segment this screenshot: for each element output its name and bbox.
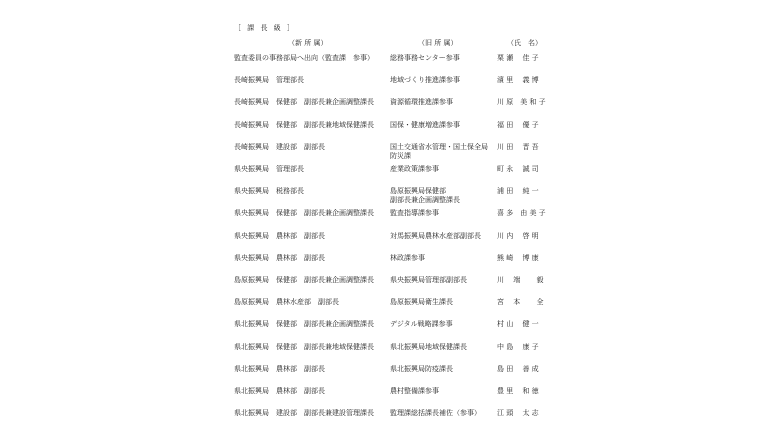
person-name: 島 田 善 成 [497, 364, 539, 373]
new-affiliation: 県北振興局 建設部 副部長兼建設管理課長 [234, 409, 374, 418]
new-affiliation: 長崎振興局 建設部 副部長 [234, 142, 325, 151]
new-affiliation: 県央振興局 税務部長 [234, 187, 304, 196]
old-affiliation: 監査指導課参事 [390, 209, 439, 218]
old-affiliation: 国保・健康増進課参事 [390, 120, 460, 129]
new-affiliation: 県央振興局 農林部 副部長 [234, 253, 325, 262]
new-affiliation: 県央振興局 保健部 副部長兼企画調整課長 [234, 209, 374, 218]
old-affiliation: 県北振興局地域保健課長 [390, 342, 467, 351]
new-affiliation: 島原振興局 保健部 副部長兼企画調整課長 [234, 276, 374, 284]
person-name: 中 島 康 子 [497, 342, 539, 351]
old-affiliation: 県央振興局管理部副部長 [390, 276, 467, 284]
list-item [0, 276, 780, 298]
person-name: 江 頭 太 志 [497, 409, 539, 418]
person-name: 熊 崎 博 康 [497, 253, 539, 262]
old-affiliation: 国土交通省水管理・国土保全局 防災課 [390, 142, 488, 160]
person-name: 豊 里 和 徳 [497, 387, 539, 395]
new-affiliation: 県北振興局 保健部 副部長兼地域保健課長 [234, 342, 374, 351]
person-name: 村 山 健 一 [497, 320, 539, 329]
old-affiliation: 林政課参事 [390, 253, 425, 262]
old-affiliation: 地域づくり推進課参事 [390, 76, 460, 85]
list-item [0, 187, 780, 209]
new-affiliation: 長崎振興局 管理部長 [234, 76, 304, 85]
person-name: 福 田 優 子 [497, 120, 539, 129]
new-affiliation: 県北振興局 農林部 副部長 [234, 364, 325, 373]
new-affiliation: 県北振興局 保健部 副部長兼企画調整課長 [234, 320, 374, 329]
old-affiliation: 産業政策課参事 [390, 165, 439, 173]
person-name: 川 原 美 和 子 [497, 98, 546, 107]
old-affiliation: 資源循環推進課参事 [390, 98, 453, 107]
person-name: 濱 里 義 博 [497, 76, 539, 85]
list-item [0, 409, 780, 431]
old-affiliation: 島原振興局衛生課長 [390, 298, 453, 307]
person-name: 栗 瀬 佳 子 [497, 54, 539, 62]
old-affiliation: デジタル戦略課参事 [390, 320, 453, 329]
person-name: 町 永 誠 司 [497, 165, 539, 173]
list-item [0, 232, 780, 254]
list-item [0, 254, 780, 276]
list-item [0, 98, 780, 120]
list-item [0, 365, 780, 387]
section-title: ［ 課 長 級 ］ [234, 24, 296, 32]
new-affiliation: 県央振興局 管理部長 [234, 165, 304, 173]
header-old-affiliation: （旧 所 属） [418, 39, 458, 47]
person-name: 浦 田 純 一 [497, 187, 539, 196]
old-affiliation: 県北振興局防疫課長 [390, 364, 453, 373]
new-affiliation: 長崎振興局 保健部 副部長兼地域保健課長 [234, 120, 374, 129]
person-name: 喜 多 由 美 子 [497, 209, 546, 218]
new-affiliation: 県北振興局 農林部 副部長 [234, 387, 325, 395]
list-item [0, 143, 780, 165]
old-affiliation: 対馬振興局農林水産部副部長 [390, 231, 481, 240]
list-item [0, 209, 780, 231]
person-name: 宮 本 全 [497, 298, 544, 307]
list-item [0, 121, 780, 143]
list-item [0, 387, 780, 409]
person-name: 川 内 啓 明 [497, 231, 539, 240]
list-item [0, 298, 780, 320]
list-item [0, 165, 780, 187]
new-affiliation: 長崎振興局 保健部 副部長兼企画調整課長 [234, 98, 374, 107]
header-name: （氏 名） [507, 39, 542, 47]
old-affiliation: 監理課総括課長補佐（参事） [390, 409, 481, 418]
old-affiliation: 総務事務センター参事 [390, 54, 460, 62]
list-item [0, 320, 780, 342]
old-affiliation: 農村整備課参事 [390, 387, 439, 395]
old-affiliation: 島原振興局保健部 副部長兼企画調整課長 [390, 187, 460, 205]
new-affiliation: 監査委員の事務部局へ出向（監査課 参事） [234, 54, 374, 62]
list-item [0, 76, 780, 98]
list-item [0, 343, 780, 365]
person-name: 川 田 晋 吾 [497, 142, 539, 151]
list-item [0, 54, 780, 76]
header-new-affiliation: （新 所 属） [288, 39, 328, 47]
new-affiliation: 島原振興局 農林水産部 副部長 [234, 298, 339, 307]
person-name: 川 端 毅 [497, 276, 544, 284]
new-affiliation: 県央振興局 農林部 副部長 [234, 231, 325, 240]
